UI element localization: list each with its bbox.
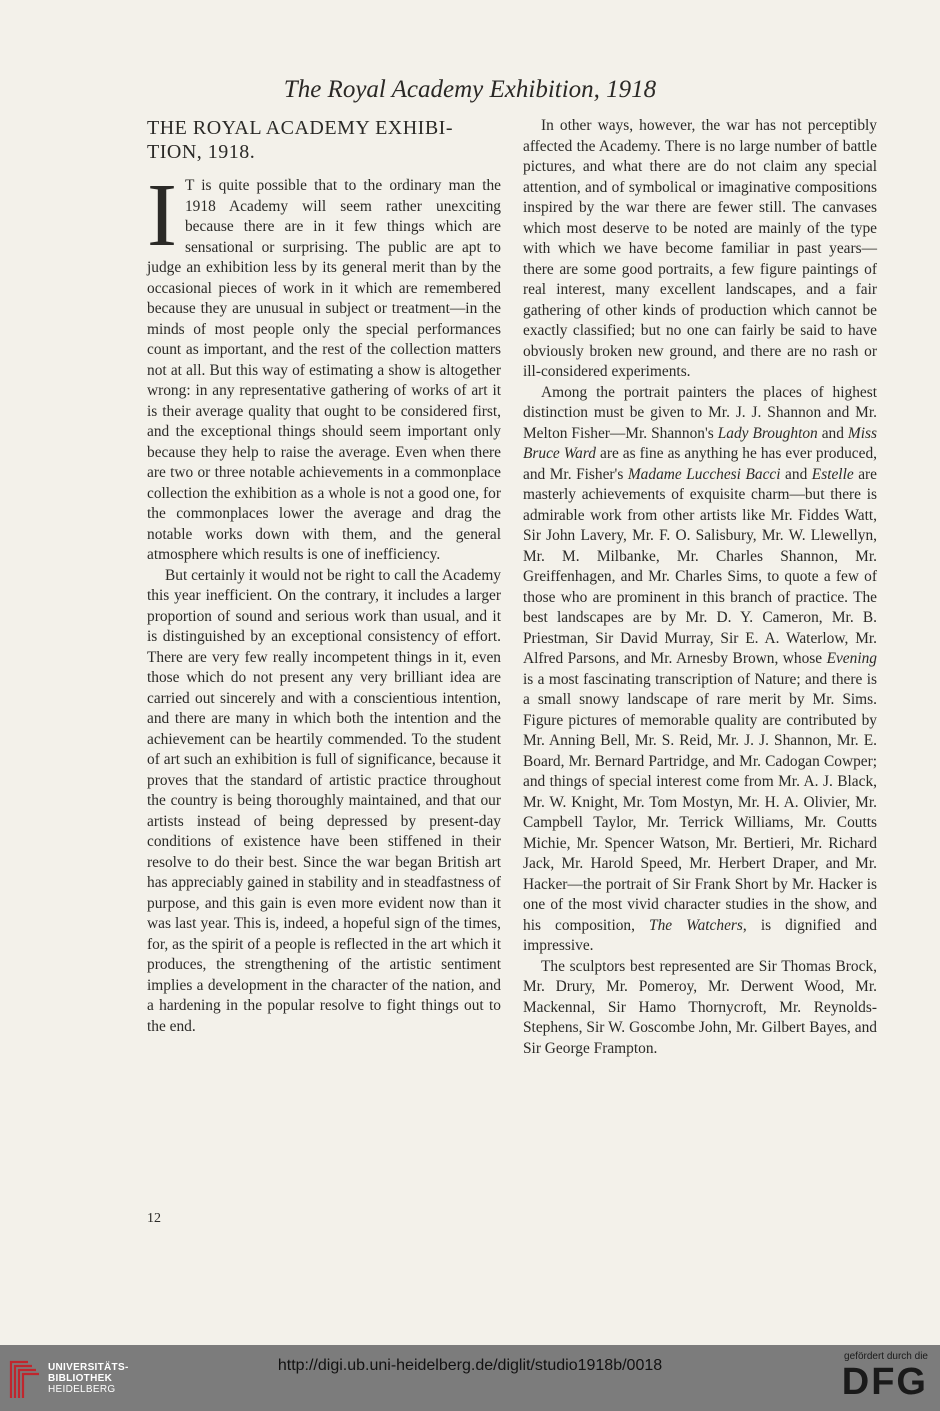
dfg-caption: gefördert durch die [844,1351,928,1362]
article-title [147,116,501,164]
artwork-title: Miss Bruce Ward [523,424,877,462]
source-url-link[interactable]: http://digi.ub.uni-heidelberg.de/diglit/studio1918b/0018 [277,1357,663,1374]
paragraph-opening-text: T is quite possible that to the ordinary man the 1918 Academy will seem rather unexciting because there are in it few things which are sensational or surprising. The public are apt to judge an exhibition less by its general merit than by the occasional pieces of work in it which are remembered because they are unusual in subject or treatment—in the minds of most people only the special performances count as important, and the rest of the collection matters not at all. But this way of estimating a show is altogether wrong: in any representative gathering of works of art it is their average quality that ought to be considered first, and the exceptional things should seem important only because they help to raise the average. Even when there are two or three notable achievements in a commonplace collection the exhibition as a whole is not a good one, for the commonplaces lower the average and drag the notable works down with them, and the general atmosphere which results is one of inefficiency. [147,177,501,563]
paragraph-right-2 [523,383,877,957]
paragraph-opening [147,166,501,566]
artwork-title: Lady Broughton [717,424,818,442]
running-head: The Royal Academy Exhibition, 1918 [283,76,657,103]
article-title-line-2: TION, 1918. [147,141,256,163]
text-run: is a most fascinating transcription of Nature; and there is a small snowy landscape of rare merit by Mr. Sims. Figure pictures of memorable quality are contributed by Mr. Anning Bell, Mr. S. Reid, Mr. J. J. Shannon, Mr. E. Board, Mr. Bernard Partridge, and Mr. Cadogan Cowper; and things of special interest come from Mr. A. J. Black, Mr. W. Knight, Mr. Tom Mostyn, Mr. H. A. Olivier, Mr. Campbell Taylor, Mr. Terrick Williams, Mr. Coutts Michie, Mr. Spencer Watson, Mr. Bertieri, Mr. Richard Jack, Mr. Harold Speed, Mr. Herbert Draper, and Mr. Hacker—the portrait of Sir Frank Short by Mr. Hacker is one of the most vivid character studies in the show, and his composition, [523,670,877,934]
dfg-funding-logo[interactable] [818,1351,928,1402]
logo-line-2: BIBLIOTHEK [48,1373,113,1384]
logo-line-1: UNIVERSITÄTS- [48,1362,129,1373]
artwork-title: Estelle [811,465,854,483]
page-number: 12 [147,1211,161,1226]
artwork-title: The Watchers [649,916,743,934]
logo-line-3: HEIDELBERG [48,1384,116,1395]
dfg-logo-text: DFG [841,1361,928,1403]
paragraph-left-2: But certainly it would not be right to call the Academy this year inefficient. On the contrary, it includes a larger proportion of sound and serious work than usual, and it is distinguished by an exceptional consistency of effort. There are very few really incompetent things in it, even those which do not present any very brilliant idea are carried out sincerely and with a conscientious intention, and there are many in which both the intention and the achievement can be heartily commended. To the student of art such an exhibition is full of significance, because it proves that the standard of artistic practice throughout the country is being thoroughly maintained, and that our artists instead of being depressed by present-day conditions of existence have been stiffened in their resolve to do their best. Since the war began British art has appreciably gained in stability and in steadfastness of purpose, and this gain is even more evident now than it was last year. This is, indeed, a hopeful sign of the times, for, as the spirit of a people is reflected in the art which it produces, the strengthening of the artistic sentiment implies a development in the character of the nation, and a hardening in the popular resolve to fight things out to the end. [147,566,501,1035]
drop-cap: I [147,166,177,265]
artwork-title: Madame Lucchesi Bacci [627,465,781,483]
right-column [523,116,877,1059]
viewer-footer [0,1345,940,1411]
text-run: and [780,465,812,483]
left-column [147,116,501,1037]
text-run: , is dignified and impressive. [523,916,877,954]
text-run: Among the portrait painters the places of highest distinction must be given to Mr. J. J. Shannon and Mr. Melton Fisher—Mr. Shannon's [523,383,877,442]
text-run: are masterly achievements of exquisite charm—but there is admirable work from other artists like Mr. Fiddes Watt, Sir John Lavery, Mr. F. O. Salisbury, Mr. W. Llewellyn, Mr. M. Milbanke, Mr. Charles Shannon, Mr. Greiffenhagen, and Mr. Charles Sims, to quote a few of those who are prominent in this branch of practice. The best landscapes are by Mr. D. Y. Cameron, Mr. B. Priestman, Sir David Murray, Sir E. A. Waterlow, Mr. Alfred Parsons, and Mr. Arnesby Brown, whose [523,465,878,667]
text-run: and [817,424,848,442]
article-title-line-1: THE ROYAL ACADEMY EXHIBI- [147,117,453,139]
artwork-title: Evening [826,650,877,667]
paragraph-right-3: The sculptors best represented are Sir Thomas Brock, Mr. Drury, Mr. Pomeroy, Mr. Derwent Wood, Mr. Mackennal, Sir Hamo Thornycroft, Mr. Reynolds-Stephens, Sir W. Goscombe John, Mr. Gilbert Bayes, and Sir George Frampton. [523,957,877,1057]
text-run: are as fine as anything he has ever produced, and Mr. Fisher's [523,445,877,483]
paragraph-right-1: In other ways, however, the war has not perceptibly affected the Academy. There is no large number of battle pictures, and what there are do not claim any special attention, and of symbolical or imaginative compositions inspired by the war there are fewer still. The canvases which most deserve to be noted are mainly of the type with which we have become familiar in past years—there are some good portraits, a few figure paintings of real interest, many excellent landscapes, and a fair gathering of other kinds of production which cannot be exactly classified; but no one can fairly be said to have obviously broken new ground, and there are no rash or ill-considered experiments. [523,117,877,380]
